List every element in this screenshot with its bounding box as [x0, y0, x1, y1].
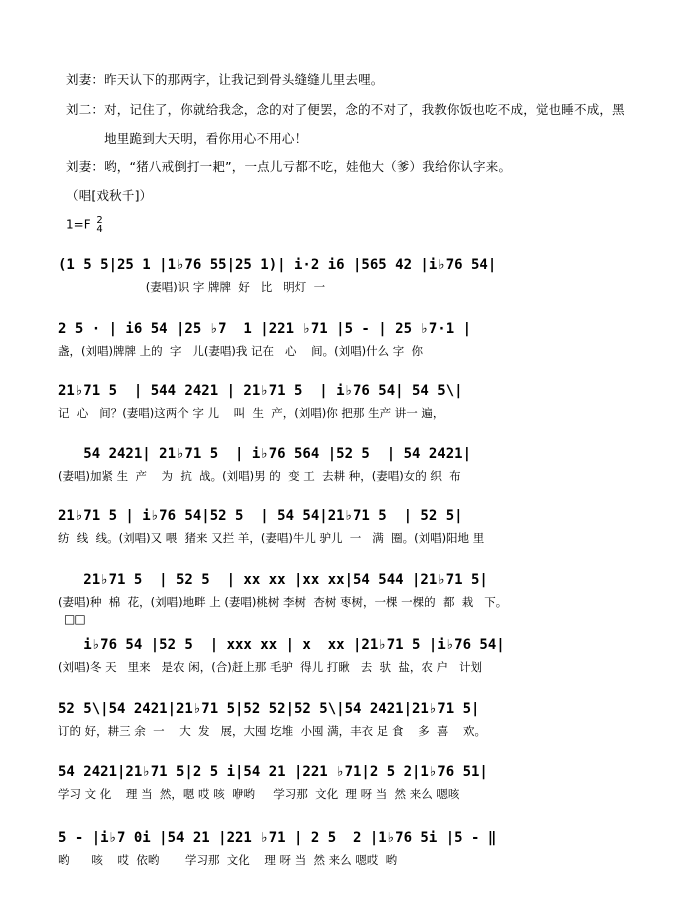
notation-line: 5 - |i♭7 0i |54 21 |221 ♭71 | 2 5 2 |1♭76 5i |5 - ‖ — [58, 830, 497, 846]
notation-line: 21♭71 5 | 52 5 | xx xx |xx xx|54 544 |21♭71 5| — [58, 572, 488, 588]
missing-glyph-boxes: □□ — [64, 612, 85, 626]
score-row-6 — [58, 571, 618, 610]
time-numerator: 2 — [96, 215, 103, 226]
dialogue-line-3: 地里跪到大天明，看你用心不用心！ — [66, 131, 308, 146]
key-label: 1=F — [66, 217, 91, 232]
lyrics-line: 盏，(刘唱)牌牌 上的 字 儿(妻唱)我 记在 心 间。(刘唱)什么 字 你 — [58, 344, 424, 358]
lyrics-line: 纺 线 线。(刘唱)又 喂 猪来 又拦 羊，(妻唱)牛儿 驴儿 一 满 圈。(刘唱)阳地 里 — [58, 531, 485, 545]
notation-line: 52 5\|54 2421|21♭71 5|52 52|52 5\|54 2421|21♭71 5| — [58, 701, 480, 717]
score-row-9 — [58, 763, 618, 802]
notation-line: 21♭71 5 | i♭76 54|52 5 | 54 54|21♭71 5 | 52 5| — [58, 508, 463, 524]
dialogue-line-2: 刘二：对，记住了，你就给我念，念的对了便罢，念的不对了，我教你饭也吃不成，觉也睡不成，黑 — [66, 102, 625, 117]
score-row-8 — [58, 700, 618, 739]
lyrics-line: 哟 咳 哎 依哟 学习那 文化 理 呀 当 然 来么 嗯哎 哟 — [58, 853, 398, 867]
dialogue-line-4: 刘妻：哟，“猪八戒倒打一耙”，一点儿亏都不吃，娃他大（爹）我给你认字来。 — [66, 159, 512, 174]
score-row-7 — [58, 636, 618, 675]
score-row-1 — [58, 256, 618, 295]
score-row-5 — [58, 507, 618, 546]
key-signature — [66, 216, 103, 234]
time-signature — [96, 216, 102, 234]
time-denominator: 4 — [96, 224, 103, 235]
tune-name: （唱[戏秋千]） — [66, 188, 153, 203]
notation-line: 2 5 · | i6 54 |25 ♭7 1 |221 ♭71 |5 - | 25 ♭7·1 | — [58, 321, 472, 337]
score-row-3 — [58, 382, 618, 421]
score-row-10 — [58, 829, 618, 868]
notation-line: 21♭71 5 | 544 2421 | 21♭71 5 | i♭76 54| 54 5\| — [58, 383, 463, 399]
notation-line: (1 5 5|25 1 |1♭76 55|25 1)| i·2 i6 |565 42 |i♭76 54| — [58, 257, 497, 273]
lyrics-line: (妻唱)种 棉 花，(刘唱)地畔 上 (妻唱)桃树 李树 杏树 枣树，一棵 一棵的 都 栽 下。 — [58, 595, 508, 609]
score-row-2 — [58, 320, 618, 359]
score-row-4 — [58, 445, 618, 484]
lyrics-line: (妻唱)加紧 生 产 为 抗 战。(刘唱)男 的 变 工 去耕 种，(妻唱)女的 织 布 — [58, 469, 461, 483]
notation-line: i♭76 54 |52 5 | xxx xx | x xx |21♭71 5 |i♭76 54| — [58, 637, 505, 653]
notation-line: 54 2421|21♭71 5|2 5 i|54 21 |221 ♭71|2 5 2|1♭76 51| — [58, 764, 488, 780]
lyrics-line: 记 心 间？(妻唱)这两个 字 儿 叫 生 产，(刘唱)你 把那 生产 讲一 遍， — [58, 406, 445, 420]
lyrics-line: (妻唱)识 字 牌牌 好 比 明灯 一 — [58, 280, 326, 294]
dialogue-line-1: 刘妻：昨天认下的那两字，让我记到骨头缝缝儿里去哩。 — [66, 72, 384, 87]
lyrics-line: (刘唱)冬 天 里来 是农 闲，(合)赶上那 毛驴 得儿 打瞅 去 驮 盐，农 户 计划 — [58, 660, 483, 674]
lyrics-line: 学习 文 化 理 当 然，嗯 哎 咳 咿哟 学习那 文化 理 呀 当 然 来么 嗯咳 — [58, 787, 460, 801]
lyrics-line: 订的 好，耕三 余 一 大 发 展，大囤 圪堆 小囤 满，丰衣 足 食 多 喜 欢。 — [58, 724, 487, 738]
notation-line: 54 2421| 21♭71 5 | i♭76 564 |52 5 | 54 2421| — [58, 446, 472, 462]
